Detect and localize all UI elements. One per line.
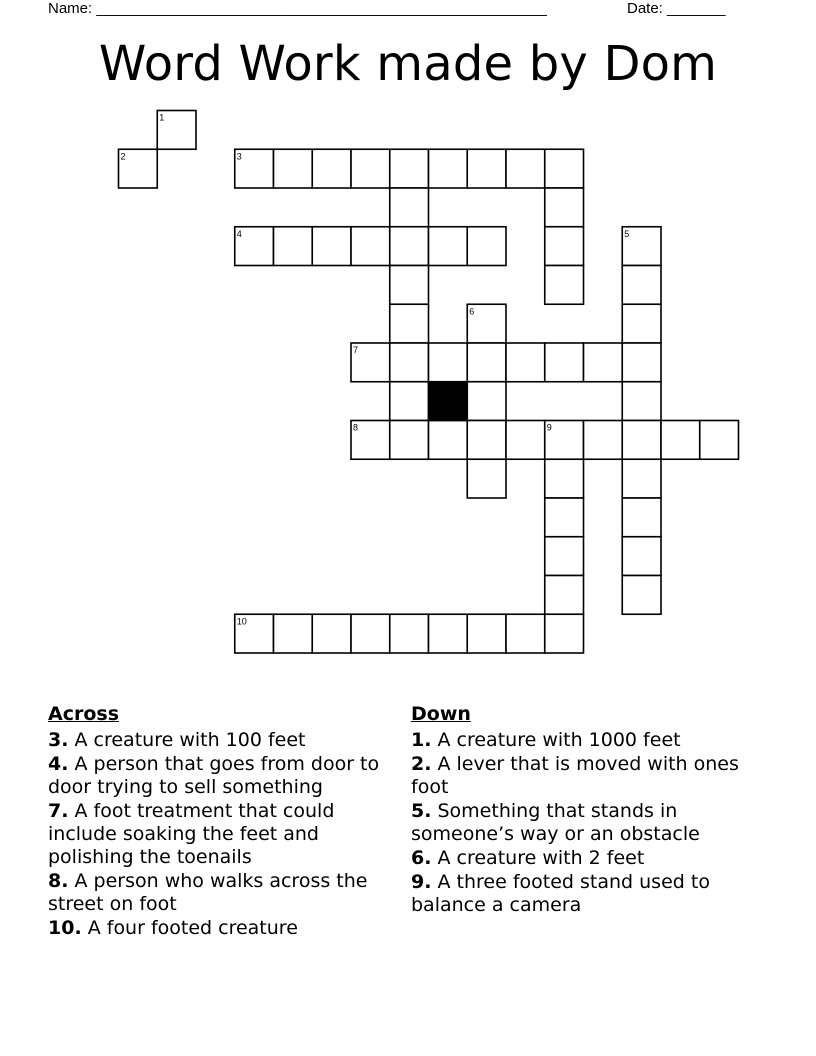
across-clue — [48, 800, 388, 869]
clue-text: A person that goes from door to door trying to sell something — [48, 753, 380, 798]
clue-text: A four footed creature — [81, 917, 298, 939]
crossword-cell[interactable] — [390, 149, 429, 188]
across-clue — [48, 753, 388, 799]
down-clue — [411, 847, 751, 870]
down-clue — [411, 753, 751, 799]
across-clue — [48, 917, 388, 940]
crossword-cell[interactable] — [312, 614, 351, 653]
down-clue — [411, 871, 751, 917]
clue-text: A person who walks across the street on foot — [48, 870, 368, 915]
crossword-cell[interactable] — [429, 149, 468, 188]
crossword-cell[interactable] — [312, 149, 351, 188]
crossword-cell[interactable] — [235, 227, 274, 266]
clue-number-label: 2. — [411, 753, 432, 775]
crossword-cell[interactable] — [467, 382, 506, 421]
crossword-cell[interactable] — [467, 343, 506, 382]
crossword-cell[interactable] — [584, 421, 623, 460]
down-clue — [411, 729, 751, 752]
crossword-cell[interactable] — [467, 614, 506, 653]
crossword-cell[interactable] — [545, 537, 584, 576]
crossword-cell[interactable] — [506, 149, 545, 188]
crossword-cell[interactable] — [622, 459, 661, 498]
crossword-cell[interactable] — [506, 421, 545, 460]
crossword-cell[interactable] — [622, 266, 661, 305]
clue-text: A creature with 100 feet — [68, 729, 306, 751]
crossword-cell[interactable] — [390, 266, 429, 305]
clue-text: A creature with 1000 feet — [431, 729, 681, 751]
crossword-cell[interactable] — [545, 266, 584, 305]
crossword-cell[interactable] — [622, 382, 661, 421]
clue-number-label: 9. — [411, 871, 432, 893]
clue-number: 5 — [624, 228, 630, 239]
crossword-cell[interactable] — [390, 614, 429, 653]
down-clue — [411, 800, 751, 846]
crossword-cell[interactable] — [157, 111, 196, 150]
clue-number-label: 6. — [411, 847, 432, 869]
crossword-cell[interactable] — [622, 343, 661, 382]
crossword-cell[interactable] — [429, 421, 468, 460]
clue-text: Something that stands in someone’s way or an obstacle — [411, 800, 700, 845]
crossword-cell[interactable] — [119, 149, 158, 188]
crossword-cell[interactable] — [622, 576, 661, 615]
crossword-cell[interactable] — [312, 227, 351, 266]
clue-number-label: 10. — [48, 917, 82, 939]
across-clues — [48, 702, 388, 941]
crossword-cell[interactable] — [467, 304, 506, 343]
crossword-cell[interactable] — [467, 149, 506, 188]
clue-number: 4 — [236, 228, 242, 239]
crossword-cell[interactable] — [351, 227, 390, 266]
crossword-cell[interactable] — [545, 343, 584, 382]
crossword-cell[interactable] — [467, 459, 506, 498]
clue-number-label: 4. — [48, 753, 69, 775]
crossword-cell[interactable] — [351, 343, 390, 382]
crossword-cell[interactable] — [429, 227, 468, 266]
crossword-cell[interactable] — [545, 149, 584, 188]
crossword-cell[interactable] — [390, 227, 429, 266]
clue-number-label: 7. — [48, 800, 69, 822]
clue-number: 2 — [120, 151, 126, 162]
crossword-cell[interactable] — [390, 188, 429, 227]
down-heading: Down — [411, 703, 471, 725]
clue-text: A foot treatment that could include soaking the feet and polishing the toenails — [48, 800, 335, 868]
crossword-cell[interactable] — [390, 304, 429, 343]
crossword-cell[interactable] — [274, 227, 313, 266]
across-clue — [48, 729, 388, 752]
crossword-cell[interactable] — [429, 614, 468, 653]
clue-text: A lever that is moved with ones foot — [411, 753, 739, 798]
clue-number: 7 — [353, 345, 359, 355]
crossword-cell[interactable] — [235, 614, 274, 653]
clue-number-label: 8. — [48, 870, 69, 892]
crossword-cell[interactable] — [545, 576, 584, 615]
crossword-cell[interactable] — [545, 614, 584, 653]
clue-number: 3 — [236, 151, 242, 162]
crossword-cell[interactable] — [390, 343, 429, 382]
crossword-cell[interactable] — [235, 149, 274, 188]
crossword-cell[interactable] — [700, 421, 739, 460]
clue-text: A creature with 2 feet — [431, 847, 645, 869]
down-clue-list — [411, 729, 751, 917]
crossword-cell[interactable] — [661, 421, 700, 460]
crossword-cell[interactable] — [584, 343, 623, 382]
crossword-cell[interactable] — [622, 304, 661, 343]
crossword-cell[interactable] — [351, 614, 390, 653]
across-clue — [48, 870, 388, 916]
crossword-cell[interactable] — [545, 421, 584, 460]
crossword-cell[interactable] — [622, 498, 661, 537]
crossword-cell[interactable] — [545, 227, 584, 266]
crossword-cell[interactable] — [622, 421, 661, 460]
crossword-cell[interactable] — [622, 537, 661, 576]
clue-number-label: 1. — [411, 729, 432, 751]
crossword-cell[interactable] — [545, 459, 584, 498]
name-field-label: Name: ______________________________________________________ — [48, 0, 547, 17]
clue-number-label: 3. — [48, 729, 69, 751]
across-heading: Across — [48, 703, 120, 725]
clue-number: 8 — [353, 422, 359, 433]
across-clue-list — [48, 729, 388, 940]
crossword-cell[interactable] — [622, 227, 661, 266]
black-square — [429, 382, 468, 421]
clue-number: 1 — [159, 112, 165, 123]
crossword-cell[interactable] — [429, 343, 468, 382]
crossword-cell[interactable] — [506, 343, 545, 382]
date-field-label: Date: _______ — [627, 0, 726, 17]
clue-number-label: 5. — [411, 800, 432, 822]
crossword-cell[interactable] — [274, 614, 313, 653]
crossword-cell[interactable] — [390, 382, 429, 421]
clue-number: 10 — [236, 616, 247, 627]
clue-text: A three footed stand used to balance a camera — [411, 871, 710, 916]
clue-number: 6 — [469, 306, 475, 317]
crossword-cell[interactable] — [545, 498, 584, 537]
clue-number: 9 — [546, 422, 552, 433]
crossword-cell[interactable] — [467, 421, 506, 460]
down-clues — [411, 702, 751, 918]
crossword-cell[interactable] — [390, 421, 429, 460]
page-title: Word Work made by Dom — [98, 36, 718, 92]
crossword-cell[interactable] — [351, 421, 390, 460]
crossword-cell[interactable] — [351, 149, 390, 188]
crossword-cell[interactable] — [506, 614, 545, 653]
crossword-cell[interactable] — [467, 227, 506, 266]
crossword-cell[interactable] — [545, 188, 584, 227]
header-line — [48, 0, 748, 20]
crossword-cell[interactable] — [274, 149, 313, 188]
